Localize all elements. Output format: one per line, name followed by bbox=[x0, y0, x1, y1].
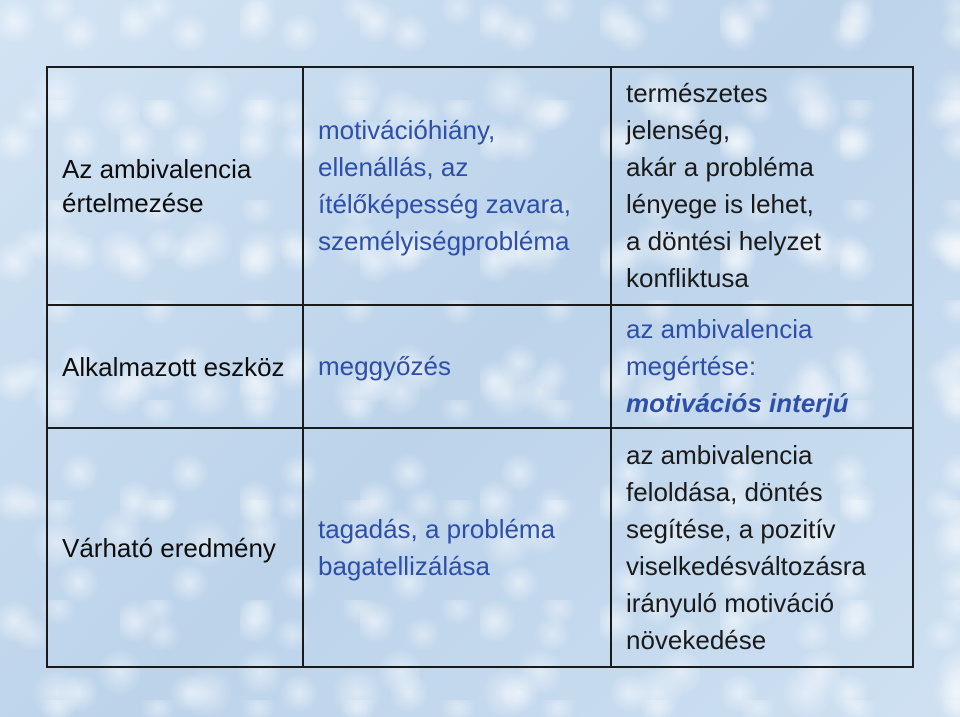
mi-text-line: megértése: bbox=[626, 351, 757, 381]
traditional-text-line: meggyőzés bbox=[318, 351, 451, 381]
mi-view-cell bbox=[611, 67, 913, 305]
mi-text-line: lényege is lehet, bbox=[626, 189, 814, 219]
mi-text-line: viselkedésváltozásra bbox=[626, 550, 866, 581]
traditional-text-line: személyiségprobléma bbox=[318, 226, 570, 256]
traditional-text-line: ítélőképesség zavara, bbox=[318, 189, 571, 219]
ambivalence-comparison-table bbox=[46, 66, 914, 668]
table-row-outcome bbox=[47, 428, 913, 667]
row-label-cell bbox=[47, 67, 303, 305]
traditional-view-cell bbox=[303, 67, 611, 305]
traditional-view-cell bbox=[303, 428, 611, 667]
comparison-table-container bbox=[46, 66, 912, 666]
mi-text-line: a döntési helyzet bbox=[626, 226, 822, 256]
mi-text-line: növekedése bbox=[626, 624, 767, 655]
mi-text-line: az ambivalencia bbox=[626, 439, 813, 470]
mi-text-line: segítése, a pozitív bbox=[626, 513, 836, 544]
table-row-interpretation bbox=[47, 67, 913, 305]
mi-text-line: konfliktusa bbox=[626, 263, 749, 293]
row-label-cell bbox=[47, 305, 303, 428]
mi-emphasis-text: motivációs interjú bbox=[626, 388, 849, 418]
mi-text-line: feloldása, döntés bbox=[626, 476, 823, 507]
mi-text-line: természetes bbox=[626, 78, 768, 108]
row-label-line: értelmezése bbox=[62, 188, 204, 218]
mi-text-line: jelenség, bbox=[626, 115, 731, 145]
traditional-text-line: bagatellizálása bbox=[318, 550, 491, 581]
mi-text-line: irányuló motiváció bbox=[626, 587, 835, 618]
mi-view-cell bbox=[611, 305, 913, 428]
traditional-view-cell bbox=[303, 305, 611, 428]
row-label-line: Alkalmazott eszköz bbox=[62, 351, 285, 382]
row-label-cell bbox=[47, 428, 303, 667]
traditional-text-line: tagadás, a probléma bbox=[318, 513, 556, 544]
traditional-text-line: motivációhiány, bbox=[318, 115, 496, 145]
mi-text-line: akár a probléma bbox=[626, 152, 814, 182]
mi-text-line: az ambivalencia bbox=[626, 314, 813, 344]
table-row-tool bbox=[47, 305, 913, 428]
traditional-text-line: ellenállás, az bbox=[318, 152, 469, 182]
mi-view-cell bbox=[611, 428, 913, 667]
row-label-line: Az ambivalencia bbox=[62, 154, 252, 184]
row-label-line: Várható eredmény bbox=[62, 532, 276, 563]
